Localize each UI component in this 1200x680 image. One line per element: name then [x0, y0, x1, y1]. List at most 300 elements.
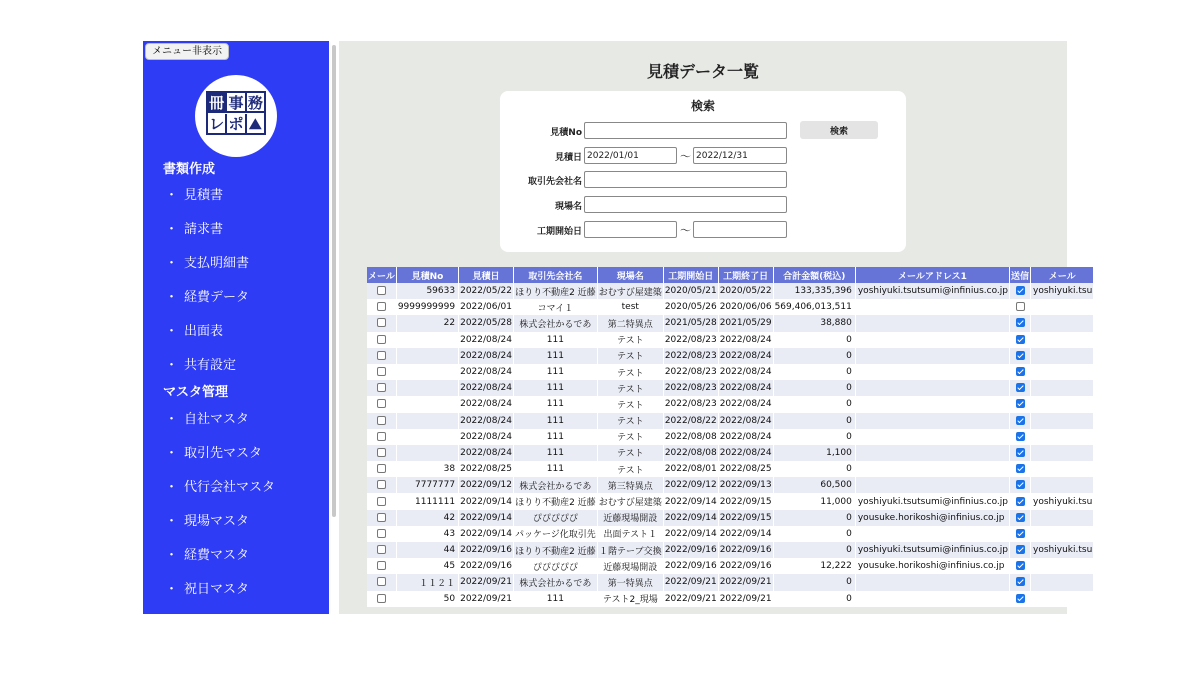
email2-cell	[1031, 429, 1094, 445]
mail-checkbox-cell	[367, 477, 396, 493]
estimate-date-cell: 2022/08/25	[459, 461, 514, 477]
client-name-label: 取引先会社名	[527, 177, 582, 187]
logo-char: 務	[247, 94, 263, 112]
mail-checkbox-cell	[367, 348, 396, 364]
start-date-cell: 2022/08/23	[663, 348, 718, 364]
start-date-cell: 2022/09/14	[663, 493, 718, 509]
total-amount-cell: 0	[773, 396, 855, 412]
sent-checkbox-cell	[1010, 542, 1031, 558]
table-row[interactable]	[367, 510, 1094, 526]
email-cell: yousuke.horikoshi@infinius.co.jp	[855, 558, 1009, 574]
client-name-cell: 111	[513, 445, 597, 461]
end-date-cell: 2022/08/24	[718, 332, 773, 348]
sidebar-item-holiday-master[interactable]	[165, 578, 249, 597]
range-separator: 〜	[680, 150, 691, 163]
total-amount-cell: 0	[773, 332, 855, 348]
end-date-cell: 2022/08/24	[718, 364, 773, 380]
sent-checkbox-cell	[1010, 315, 1031, 331]
logo-mark	[206, 91, 266, 135]
page-title: 見積データ一覧	[646, 62, 759, 81]
start-date-cell: 2020/05/21	[663, 283, 718, 299]
column-header[interactable]: 見積日	[459, 267, 514, 283]
end-date-cell: 2022/09/16	[718, 558, 773, 574]
logo-char: ポ	[227, 114, 246, 134]
table-row[interactable]	[367, 396, 1094, 412]
sent-checkbox[interactable]	[1016, 561, 1025, 570]
table-row[interactable]	[367, 413, 1094, 429]
sent-checkbox[interactable]	[1016, 399, 1025, 408]
bullet: ・	[165, 358, 179, 373]
client-name-cell: 111	[513, 429, 597, 445]
sent-checkbox[interactable]	[1016, 351, 1025, 360]
sent-checkbox-cell	[1010, 574, 1031, 590]
email-cell	[855, 526, 1009, 542]
start-date-cell: 2022/09/16	[663, 542, 718, 558]
end-date-cell: 2020/06/06	[718, 299, 773, 315]
estimate-no-cell: 43	[396, 526, 458, 542]
site-name-cell: テスト	[597, 396, 663, 412]
site-name-cell: テスト	[597, 348, 663, 364]
mail-checkbox-cell	[367, 445, 396, 461]
sidebar-item-expense-data[interactable]	[165, 286, 249, 305]
total-amount-cell: 0	[773, 526, 855, 542]
table-row[interactable]	[367, 591, 1094, 607]
start-date-cell: 2022/09/16	[663, 558, 718, 574]
email-cell: yoshiyuki.tsutsumi@infinius.co.jp	[855, 283, 1009, 299]
email-cell: yoshiyuki.tsutsumi@infinius.co.jp	[855, 542, 1009, 558]
sent-checkbox[interactable]	[1016, 318, 1025, 327]
bullet: ・	[165, 548, 179, 563]
email-cell	[855, 413, 1009, 429]
site-name-cell: 第二特異点	[597, 315, 663, 331]
site-name-cell: 第三特異点	[597, 477, 663, 493]
estimate-no-cell: 42	[396, 510, 458, 526]
mail-checkbox[interactable]	[377, 464, 386, 473]
table-row[interactable]	[367, 542, 1094, 558]
start-date-cell: 2022/08/01	[663, 461, 718, 477]
sidebar-item-estimate[interactable]	[165, 184, 223, 203]
table-row[interactable]	[367, 445, 1094, 461]
estimate-no-input[interactable]	[584, 122, 787, 139]
table-row[interactable]	[367, 558, 1094, 574]
mail-checkbox-cell	[367, 558, 396, 574]
table-row[interactable]	[367, 299, 1094, 315]
client-name-cell: パッケージ化取引先	[513, 526, 597, 542]
bullet: ・	[165, 480, 179, 495]
estimate-date-cell: 2022/09/16	[459, 558, 514, 574]
sent-checkbox-cell	[1010, 396, 1031, 412]
email-cell	[855, 429, 1009, 445]
mail-checkbox[interactable]	[377, 594, 386, 603]
mail-checkbox[interactable]	[377, 513, 386, 522]
client-name-cell: ほりり不動産2 近藤	[513, 542, 597, 558]
column-header[interactable]: 取引先会社名	[513, 267, 597, 283]
total-amount-cell: 0	[773, 380, 855, 396]
sidebar-item-label: 見積書	[184, 188, 224, 203]
start-date-cell: 2022/09/12	[663, 477, 718, 493]
email-cell: yoshiyuki.tsutsumi@infinius.co.jp	[855, 493, 1009, 509]
total-amount-cell: 0	[773, 461, 855, 477]
sidebar-item-label: 代行会社マスタ	[184, 480, 276, 495]
end-date-cell: 2022/08/24	[718, 348, 773, 364]
column-header[interactable]: メールアドレス1	[855, 267, 1009, 283]
mail-checkbox-cell	[367, 574, 396, 590]
bullet: ・	[165, 256, 179, 271]
estimate-no-cell: 1111111	[396, 493, 458, 509]
client-name-cell: 111	[513, 332, 597, 348]
end-date-cell: 2022/08/25	[718, 461, 773, 477]
total-amount-cell: 38,880	[773, 315, 855, 331]
table-row[interactable]	[367, 526, 1094, 542]
mail-checkbox[interactable]	[377, 432, 386, 441]
sidebar-item-label: 経費データ	[184, 290, 250, 305]
estimate-no-cell	[396, 332, 458, 348]
sidebar-item-agency-master[interactable]	[165, 476, 275, 495]
total-amount-cell: 0	[773, 348, 855, 364]
start-date-cell: 2022/08/08	[663, 429, 718, 445]
estimate-no-cell: 59633	[396, 283, 458, 299]
mail-checkbox-cell	[367, 429, 396, 445]
table-row[interactable]	[367, 429, 1094, 445]
sidebar-scrollbar[interactable]	[332, 45, 336, 517]
sidebar-item-sharing-settings[interactable]	[165, 354, 236, 373]
main-content	[339, 41, 1093, 614]
sidebar-item-label: 請求書	[184, 222, 224, 237]
mail-checkbox-cell	[367, 591, 396, 607]
email-cell	[855, 396, 1009, 412]
end-date-cell: 2022/08/24	[718, 413, 773, 429]
app-logo[interactable]	[195, 75, 277, 157]
mail-checkbox[interactable]	[377, 318, 386, 327]
total-amount-cell: 0	[773, 574, 855, 590]
sidebar-item-label: 経費マスタ	[184, 548, 250, 563]
mail-checkbox[interactable]	[377, 367, 386, 376]
mail-checkbox[interactable]	[377, 383, 386, 392]
site-name-cell: テスト	[597, 429, 663, 445]
estimate-no-cell	[396, 396, 458, 412]
mail-checkbox[interactable]	[377, 497, 386, 506]
sent-checkbox[interactable]	[1016, 335, 1025, 344]
sent-checkbox[interactable]	[1016, 464, 1025, 473]
email2-cell	[1031, 558, 1094, 574]
sent-checkbox[interactable]	[1016, 416, 1025, 425]
table-row[interactable]	[367, 493, 1094, 509]
search-button[interactable]: 検索	[800, 121, 878, 139]
logo-char: ⛰	[249, 115, 262, 133]
estimate-date-cell: 2022/08/24	[459, 364, 514, 380]
table-row[interactable]	[367, 461, 1094, 477]
start-date-cell: 2022/08/22	[663, 413, 718, 429]
total-amount-cell: 133,335,396	[773, 283, 855, 299]
mail-checkbox[interactable]	[377, 351, 386, 360]
sent-checkbox[interactable]	[1016, 302, 1025, 311]
table-row[interactable]	[367, 477, 1094, 493]
site-name-label: 現場名	[554, 202, 582, 212]
mail-checkbox-cell	[367, 493, 396, 509]
sidebar-item-invoice[interactable]	[165, 218, 223, 237]
email-cell	[855, 574, 1009, 590]
sidebar-item-attendance-sheet[interactable]	[165, 320, 223, 339]
email-cell	[855, 364, 1009, 380]
mail-checkbox[interactable]	[377, 561, 386, 570]
mail-checkbox-cell	[367, 283, 396, 299]
start-date-cell: 2022/08/08	[663, 445, 718, 461]
site-name-cell: test	[597, 299, 663, 315]
sent-checkbox[interactable]	[1016, 545, 1025, 554]
site-name-cell: テスト	[597, 332, 663, 348]
mail-checkbox[interactable]	[377, 302, 386, 311]
mail-checkbox[interactable]	[377, 335, 386, 344]
end-date-cell: 2022/08/24	[718, 396, 773, 412]
construction-start-label: 工期開始日	[536, 227, 582, 237]
sidebar-item-label: 取引先マスタ	[184, 446, 263, 461]
column-header[interactable]: 見積No	[396, 267, 458, 283]
email2-cell	[1031, 591, 1094, 607]
estimate-date-cell: 2022/09/14	[459, 493, 514, 509]
total-amount-cell: 0	[773, 364, 855, 380]
estimate-no-cell	[396, 429, 458, 445]
estimate-date-cell: 2022/08/24	[459, 413, 514, 429]
start-date-cell: 2022/08/23	[663, 396, 718, 412]
email2-cell	[1031, 332, 1094, 348]
start-date-cell: 2022/08/23	[663, 364, 718, 380]
client-name-cell: ほりり不動産2 近藤	[513, 283, 597, 299]
bullet: ・	[165, 188, 179, 203]
sidebar-item-label: 共有設定	[184, 358, 237, 373]
sent-checkbox[interactable]	[1016, 286, 1025, 295]
mail-checkbox-cell	[367, 542, 396, 558]
sidebar-item-company-master[interactable]	[165, 408, 249, 427]
start-date-cell: 2022/08/23	[663, 380, 718, 396]
logo-row-top	[208, 93, 264, 113]
end-date-cell: 2022/09/15	[718, 510, 773, 526]
start-date-cell: 2022/08/23	[663, 332, 718, 348]
column-header[interactable]: 工期終了日	[718, 267, 773, 283]
sent-checkbox[interactable]	[1016, 480, 1025, 489]
sent-checkbox[interactable]	[1016, 594, 1025, 603]
column-header[interactable]: メール	[367, 267, 396, 283]
end-date-cell: 2020/05/22	[718, 283, 773, 299]
sidebar	[143, 41, 329, 614]
end-date-cell: 2022/09/16	[718, 542, 773, 558]
hide-menu-button[interactable]: メニュー非表示	[145, 43, 229, 60]
mail-checkbox[interactable]	[377, 286, 386, 295]
bullet: ・	[165, 324, 179, 339]
email2-cell: yoshiyuki.tsu	[1031, 283, 1094, 299]
sent-checkbox-cell	[1010, 429, 1031, 445]
mail-checkbox[interactable]	[377, 399, 386, 408]
table-body	[367, 283, 1094, 607]
total-amount-cell: 0	[773, 510, 855, 526]
mail-checkbox-cell	[367, 380, 396, 396]
mail-checkbox[interactable]	[377, 529, 386, 538]
bullet: ・	[165, 290, 179, 305]
client-name-cell: 111	[513, 380, 597, 396]
total-amount-cell: 0	[773, 429, 855, 445]
estimate-date-cell: 2022/09/14	[459, 510, 514, 526]
column-header[interactable]: 送信	[1010, 267, 1031, 283]
table-row[interactable]	[367, 315, 1094, 331]
mail-checkbox-cell	[367, 396, 396, 412]
table-header-row	[367, 267, 1094, 283]
sidebar-item-client-master[interactable]	[165, 442, 262, 461]
sent-checkbox-cell	[1010, 591, 1031, 607]
sent-checkbox[interactable]	[1016, 529, 1025, 538]
estimate-date-cell: 2022/08/24	[459, 348, 514, 364]
sent-checkbox[interactable]	[1016, 577, 1025, 586]
client-name-cell: コマイ１	[513, 299, 597, 315]
column-header[interactable]: 合計金額(税込)	[773, 267, 855, 283]
total-amount-cell: 1,100	[773, 445, 855, 461]
site-name-cell: おむすび屋建築	[597, 493, 663, 509]
email2-cell	[1031, 445, 1094, 461]
sent-checkbox[interactable]	[1016, 383, 1025, 392]
end-date-cell: 2022/08/24	[718, 429, 773, 445]
mail-checkbox[interactable]	[377, 545, 386, 554]
logo-char: 冊	[208, 93, 227, 111]
email-cell	[855, 315, 1009, 331]
estimate-no-cell	[396, 348, 458, 364]
client-name-input[interactable]	[584, 171, 787, 188]
sidebar-item-expense-master[interactable]	[165, 544, 249, 563]
start-date-cell: 2022/09/14	[663, 526, 718, 542]
total-amount-cell: 0	[773, 542, 855, 558]
estimate-no-cell	[396, 445, 458, 461]
sidebar-item-site-master[interactable]	[165, 510, 249, 529]
estimate-no-cell: 7777777	[396, 477, 458, 493]
sidebar-item-label: 祝日マスタ	[184, 582, 250, 597]
table-row[interactable]	[367, 364, 1094, 380]
email-cell	[855, 591, 1009, 607]
client-name-cell: 111	[513, 396, 597, 412]
table-row[interactable]	[367, 348, 1094, 364]
sidebar-item-label: 現場マスタ	[184, 514, 250, 529]
bullet: ・	[165, 582, 179, 597]
estimate-no-cell: １１２１	[396, 574, 458, 590]
total-amount-cell: 12,222	[773, 558, 855, 574]
end-date-cell: 2022/09/13	[718, 477, 773, 493]
column-header[interactable]: 現場名	[597, 267, 663, 283]
start-date-cell: 2020/05/26	[663, 299, 718, 315]
total-amount-cell: 60,500	[773, 477, 855, 493]
mail-checkbox[interactable]	[377, 448, 386, 457]
bullet: ・	[165, 412, 179, 427]
logo-char: 事	[227, 93, 246, 111]
end-date-cell: 2022/08/24	[718, 380, 773, 396]
estimate-date-cell: 2022/08/24	[459, 332, 514, 348]
construction-start-from-input[interactable]	[584, 221, 677, 238]
mail-checkbox-cell	[367, 364, 396, 380]
start-date-cell: 2022/09/14	[663, 510, 718, 526]
end-date-cell: 2022/09/14	[718, 526, 773, 542]
email2-cell	[1031, 461, 1094, 477]
end-date-cell: 2022/09/21	[718, 591, 773, 607]
estimate-date-cell: 2022/09/16	[459, 542, 514, 558]
mail-checkbox-cell	[367, 315, 396, 331]
client-name-cell: ぴぴぴぴぴ	[513, 510, 597, 526]
sent-checkbox-cell	[1010, 364, 1031, 380]
sent-checkbox-cell	[1010, 348, 1031, 364]
site-name-cell: テスト	[597, 413, 663, 429]
section-document-creation: 書類作成	[163, 162, 216, 177]
estimate-no-label: 見積No	[550, 128, 582, 138]
sent-checkbox[interactable]	[1016, 367, 1025, 376]
sent-checkbox[interactable]	[1016, 497, 1025, 506]
site-name-cell: 近藤現場開設	[597, 558, 663, 574]
estimate-date-cell: 2022/09/21	[459, 591, 514, 607]
end-date-cell: 2022/08/24	[718, 445, 773, 461]
column-header[interactable]: メール	[1031, 267, 1094, 283]
sidebar-item-payment-statement[interactable]	[165, 252, 249, 271]
sent-checkbox-cell	[1010, 526, 1031, 542]
email2-cell: yoshiyuki.tsu	[1031, 542, 1094, 558]
table-row[interactable]	[367, 380, 1094, 396]
email-cell	[855, 445, 1009, 461]
email2-cell	[1031, 574, 1094, 590]
mail-checkbox[interactable]	[377, 416, 386, 425]
site-name-input[interactable]	[584, 196, 787, 213]
sent-checkbox[interactable]	[1016, 448, 1025, 457]
site-name-cell: テスト2_現場	[597, 591, 663, 607]
logo-char: レ	[208, 114, 227, 134]
estimate-date-to-input[interactable]	[693, 147, 787, 164]
estimate-no-cell	[396, 413, 458, 429]
client-name-cell: 株式会社かるであ	[513, 477, 597, 493]
start-date-cell: 2022/09/21	[663, 591, 718, 607]
sent-checkbox-cell	[1010, 445, 1031, 461]
construction-start-to-input[interactable]	[693, 221, 787, 238]
logo-row-bottom	[208, 114, 264, 134]
estimate-date-cell: 2022/08/24	[459, 429, 514, 445]
email-cell	[855, 380, 1009, 396]
sent-checkbox-cell	[1010, 413, 1031, 429]
estimate-no-cell: 22	[396, 315, 458, 331]
client-name-cell: 111	[513, 461, 597, 477]
sent-checkbox-cell	[1010, 493, 1031, 509]
column-header[interactable]: 工期開始日	[663, 267, 718, 283]
site-name-cell: 第一特異点	[597, 574, 663, 590]
site-name-cell: テスト	[597, 380, 663, 396]
search-panel-title: 検索	[690, 99, 715, 113]
site-name-cell: おむすび屋建築	[597, 283, 663, 299]
estimate-no-cell	[396, 364, 458, 380]
table-row[interactable]	[367, 574, 1094, 590]
site-name-cell: 近藤現場開設	[597, 510, 663, 526]
mail-checkbox[interactable]	[377, 480, 386, 489]
site-name-cell: テスト	[597, 461, 663, 477]
sent-checkbox[interactable]	[1016, 432, 1025, 441]
estimate-no-cell: 9999999999	[396, 299, 458, 315]
start-date-cell: 2022/09/21	[663, 574, 718, 590]
sent-checkbox-cell	[1010, 461, 1031, 477]
sent-checkbox-cell	[1010, 380, 1031, 396]
end-date-cell: 2021/05/29	[718, 315, 773, 331]
estimate-date-cell: 2022/06/01	[459, 299, 514, 315]
mail-checkbox-cell	[367, 332, 396, 348]
sidebar-item-label: 自社マスタ	[184, 412, 250, 427]
sent-checkbox[interactable]	[1016, 513, 1025, 522]
end-date-cell: 2022/09/15	[718, 493, 773, 509]
table-row[interactable]	[367, 283, 1094, 299]
email2-cell	[1031, 348, 1094, 364]
search-panel	[500, 91, 906, 252]
estimate-date-from-input[interactable]	[584, 147, 677, 164]
table-row[interactable]	[367, 332, 1094, 348]
estimate-table-container[interactable]	[367, 267, 1093, 614]
email2-cell	[1031, 526, 1094, 542]
email2-cell	[1031, 396, 1094, 412]
mail-checkbox[interactable]	[377, 577, 386, 586]
